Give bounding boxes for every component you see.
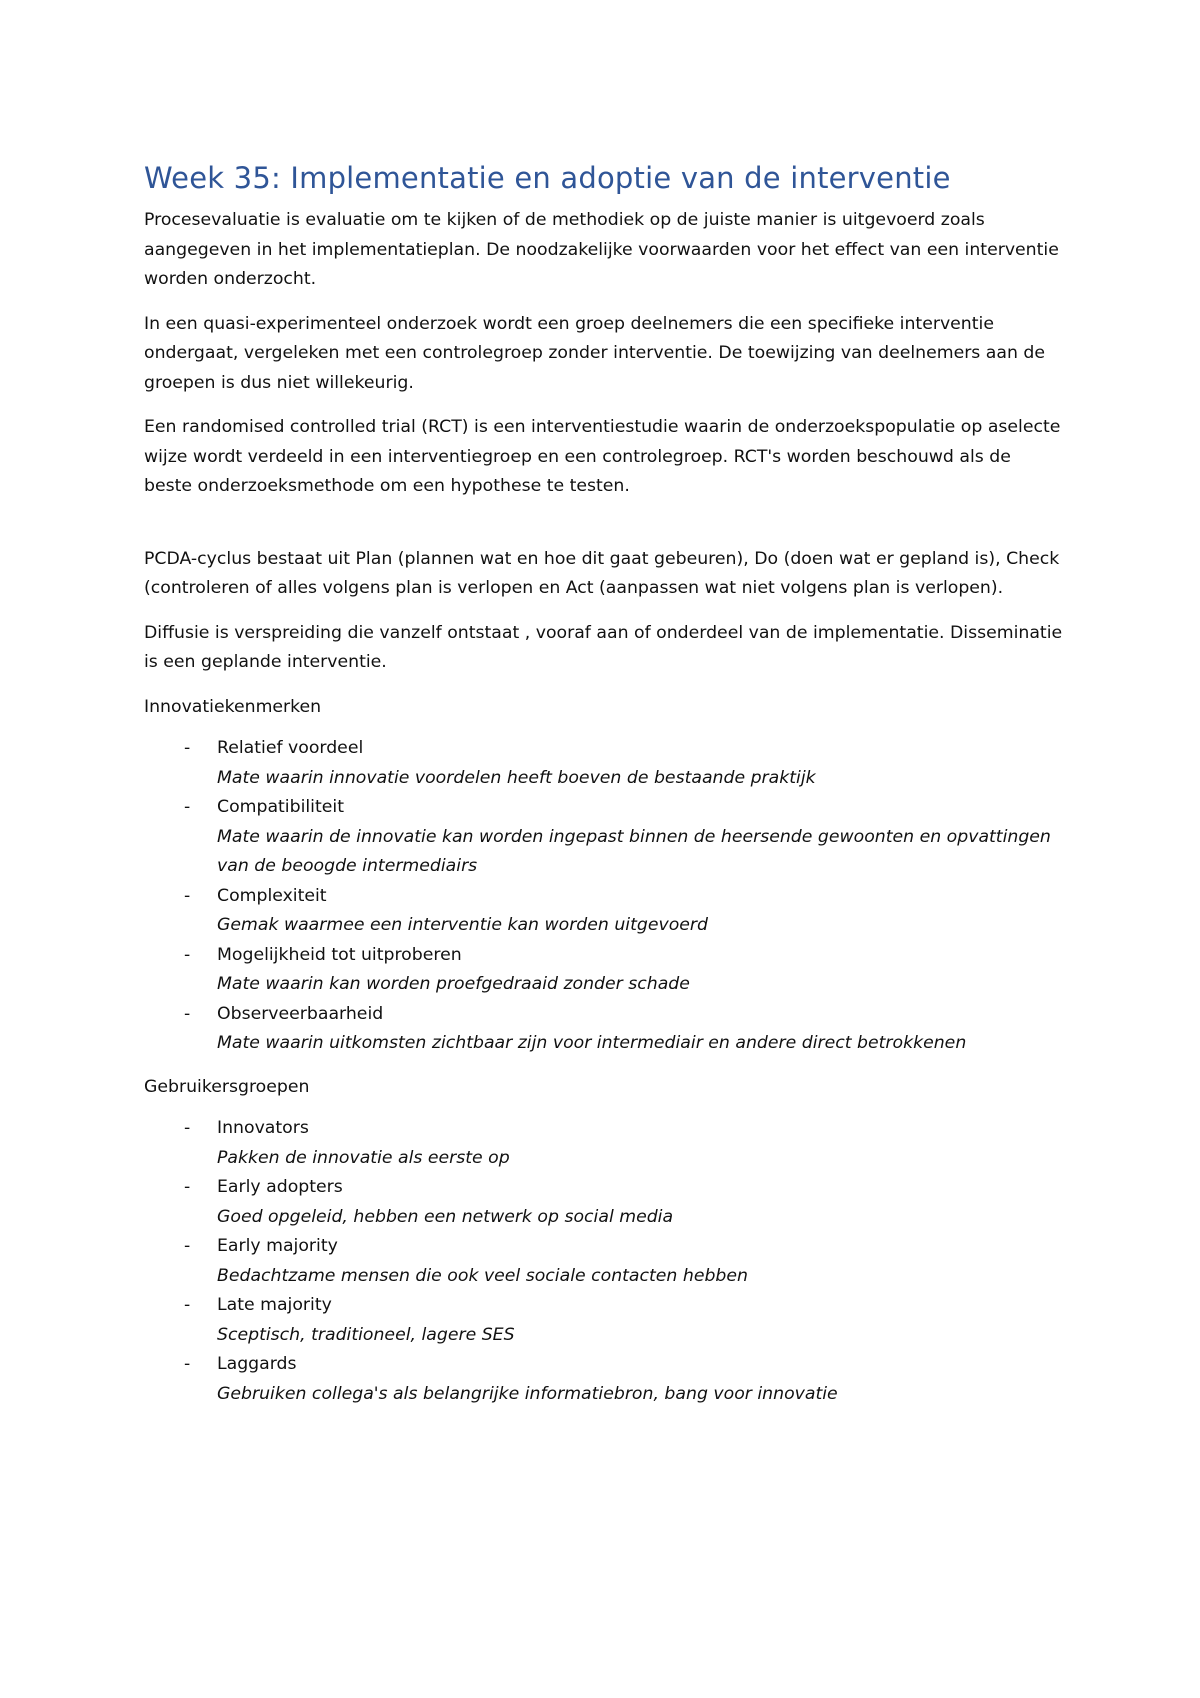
page-title: Week 35: Implementatie en adoptie van de interventie — [144, 161, 951, 195]
list-item-description: Mate waarin uitkomsten zichtbaar zijn voor intermediair en andere direct betrokkenen — [217, 1033, 967, 1054]
list-item — [144, 882, 1064, 941]
dash-bullet: - — [184, 1177, 191, 1198]
list-item-term: Mogelijkheid tot uitproberen — [217, 944, 462, 965]
dash-bullet: - — [184, 885, 191, 906]
dash-bullet: - — [184, 1295, 191, 1316]
list-item — [144, 1291, 1064, 1350]
list-item-description: Mate waarin innovatie voordelen heeft boeven de bestaande praktijk — [217, 767, 816, 788]
list-item-term: Innovators — [217, 1118, 309, 1139]
empty-line — [144, 517, 1064, 545]
list-item-term: Observeerbaarheid — [217, 1003, 384, 1024]
list-item-term: Compatibiliteit — [217, 797, 344, 818]
list-item-description: Gemak waarmee een interventie kan worden uitgevoerd — [217, 915, 708, 936]
dash-bullet: - — [184, 1354, 191, 1375]
list-item — [144, 1232, 1064, 1291]
dash-bullet: - — [184, 738, 191, 759]
list-item-description: Sceptisch, traditioneel, lagere SES — [217, 1324, 515, 1345]
list-item-description: Goed opgeleid, hebben een netwerk op social media — [217, 1206, 674, 1227]
paragraph-pcda: PCDA-cyclus bestaat uit Plan (plannen wat en hoe dit gaat gebeuren), Do (doen wat er gepland is), Check (controleren of alles volgens plan is verlopen en Act (aanpassen wat niet volgens plan is verlopen). — [144, 548, 1060, 599]
list-item-description: Pakken de innovatie als eerste op — [217, 1147, 510, 1168]
list-item — [144, 941, 1064, 1000]
list-item — [144, 793, 1064, 882]
document-page — [144, 160, 1064, 1423]
dash-bullet: - — [184, 797, 191, 818]
dash-bullet: - — [184, 1236, 191, 1257]
section-heading-gebruikersgroepen: Gebruikersgroepen — [144, 1076, 310, 1097]
list-item-description: Mate waarin kan worden proefgedraaid zonder schade — [217, 974, 690, 995]
list-item-term: Early majority — [217, 1236, 338, 1257]
list-item-description: Mate waarin de innovatie kan worden ingepast binnen de heersende gewoonten en opvattingen van de beoogde intermediairs — [217, 826, 1051, 877]
list-item-term: Laggards — [217, 1354, 297, 1375]
list-item-term: Late majority — [217, 1295, 332, 1316]
paragraph-quasi-experimenteel: In een quasi-experimenteel onderzoek wordt een groep deelnemers die een specifieke interventie ondergaat, vergeleken met een controlegroep zonder interventie. De toewijzing van deelnemers aan de groepen is dus niet willekeurig. — [144, 313, 1046, 393]
list-item-term: Complexiteit — [217, 885, 327, 906]
section-heading-innovatiekenmerken: Innovatiekenmerken — [144, 696, 322, 717]
list-item — [144, 1173, 1064, 1232]
dash-bullet: - — [184, 1118, 191, 1139]
paragraph-rct: Een randomised controlled trial (RCT) is een interventiestudie waarin de onderzoekspopulatie op aselecte wijze wordt verdeeld in een interventiegroep en een controlegroep. RCT's worden beschouwd als de beste onderzoeksmethode om een hypothese te testen. — [144, 417, 1061, 497]
list-item-term: Early adopters — [217, 1177, 343, 1198]
list-item-term: Relatief voordeel — [217, 738, 364, 759]
list-item — [144, 1000, 1064, 1059]
list-item — [144, 1114, 1064, 1173]
list-item-description: Bedachtzame mensen die ook veel sociale contacten hebben — [217, 1265, 748, 1286]
user-groups-list — [144, 1114, 1064, 1409]
innovation-list — [144, 734, 1064, 1059]
paragraph-diffusie: Diffusie is verspreiding die vanzelf ontstaat , vooraf aan of onderdeel van de implementatie. Disseminatie is een geplande interventie. — [144, 622, 1063, 673]
paragraph-procesevaluatie: Procesevaluatie is evaluatie om te kijken of de methodiek op de juiste manier is uitgevoerd zoals aangegeven in het implementatieplan. De noodzakelijke voorwaarden voor het effect van een interventie worden onderzocht. — [144, 210, 1059, 290]
dash-bullet: - — [184, 944, 191, 965]
list-item-description: Gebruiken collega's als belangrijke informatiebron, bang voor innovatie — [217, 1383, 838, 1404]
dash-bullet: - — [184, 1003, 191, 1024]
list-item — [144, 734, 1064, 793]
list-item — [144, 1350, 1064, 1409]
